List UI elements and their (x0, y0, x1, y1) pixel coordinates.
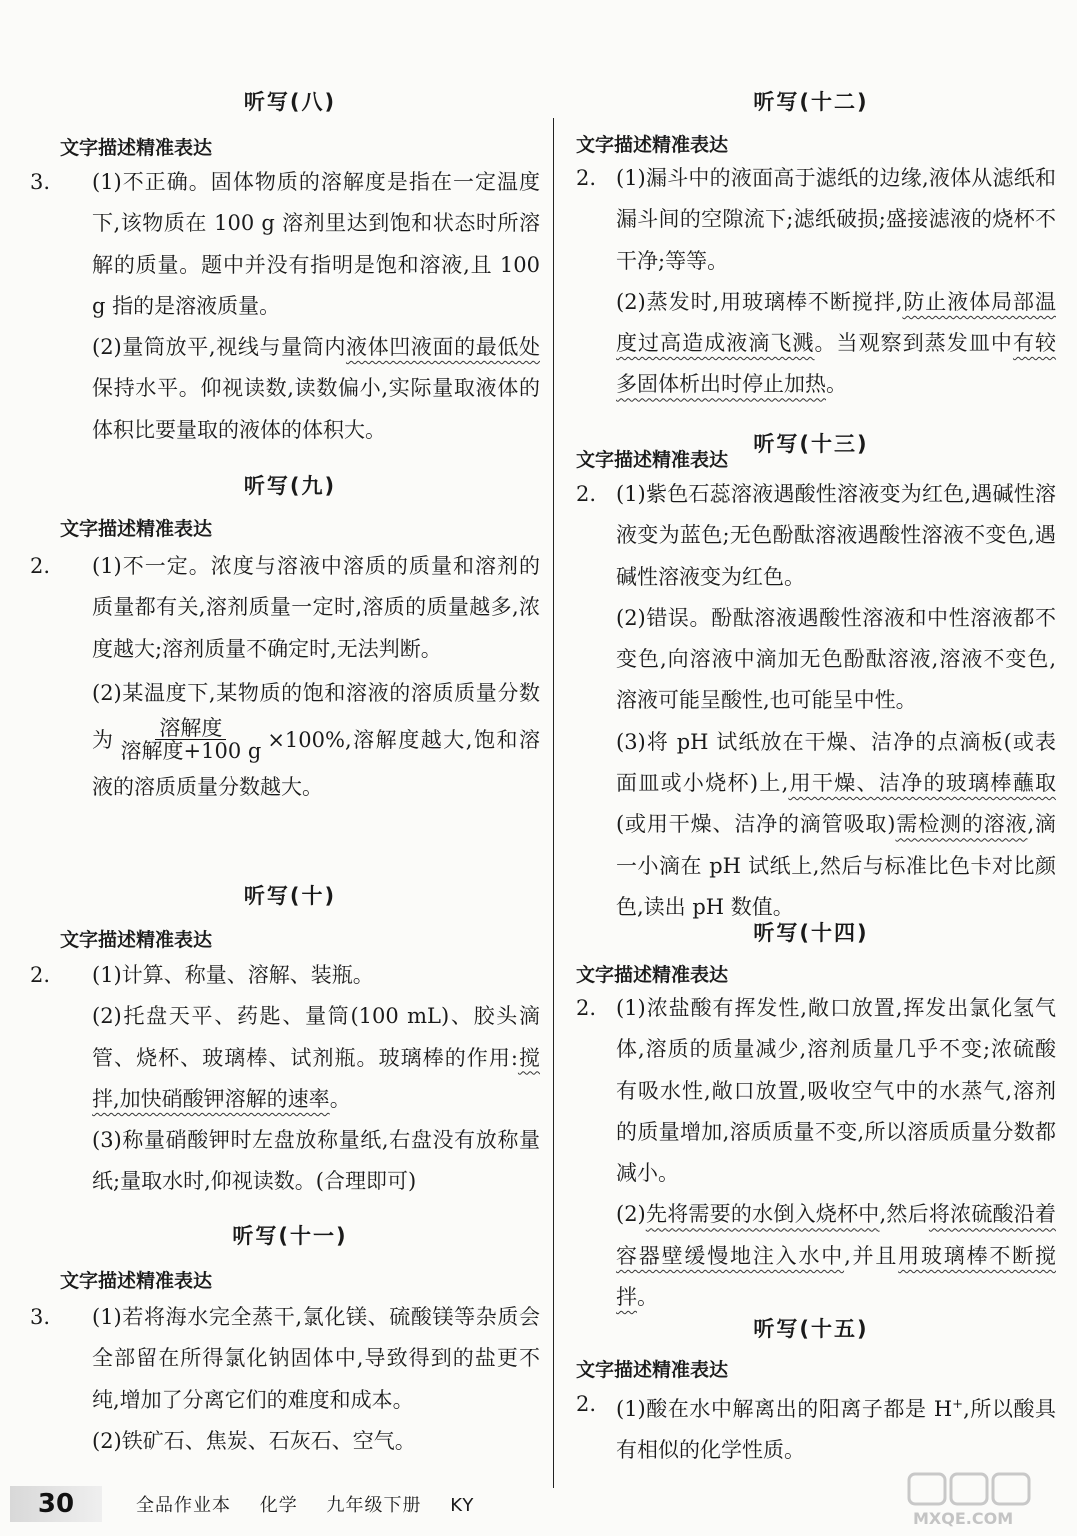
answer-block (566, 988, 1056, 1318)
answer-part: (2)错误。酚酞溶液遇酸性溶液和中性溶液都不变色,向溶液中滴加无色酚酞溶液,溶液不变色,溶液可能呈酸性,也可能呈中性。 (616, 605, 1056, 713)
answer-block (30, 1297, 540, 1462)
grade: 九年级下册 (326, 1495, 422, 1516)
section-subtitle: 文字描述精准表达 (576, 1359, 729, 1381)
page-footer (10, 1484, 496, 1524)
answer-part: (1)不正确。固体物质的溶解度是指在一定温度下,该物质在 100 g 溶剂里达到饱和状态时所溶解的质量。题中并没有指明是饱和溶液,且 100 g 指的是溶液质量。 (92, 170, 540, 318)
key-point: 将浓硫酸沿着容器壁缓慢地注入水中 (616, 1202, 1057, 1268)
section-subtitle: 文字描述精准表达 (576, 134, 729, 156)
page-number: 30 (10, 1486, 102, 1522)
section-subtitle: 文字描述精准表达 (60, 929, 213, 951)
answer-part: (2)量筒放平,视线与量筒内液体凹液面的最低处保持水平。仰视读数,读数偏小,实际量取液体的体积比要量取的液体的体积大。 (92, 335, 540, 442)
key-point: 搅拌,加快硝酸钾溶解的速率 (92, 1045, 540, 1111)
question-number: 3. (30, 170, 51, 194)
answer-part: (1)计算、称量、溶解、装瓶。 (92, 963, 374, 987)
section-title: 听写(八) (243, 90, 337, 114)
section-title: 听写(十二) (753, 90, 869, 114)
answer-part: (1)若将海水完全蒸干,氯化镁、硫酸镁等杂质会全部留在所得氯化钠固体中,导致得到的盐更不纯,增加了分离它们的难度和成本。 (92, 1305, 540, 1412)
section-subtitle: 文字描述精准表达 (576, 964, 729, 986)
key-point: 需检测的溶液 (895, 812, 1028, 837)
answer-part: (2)蒸发时,用玻璃棒不断搅拌,防止液体局部温度过高造成液滴飞溅。当观察到蒸发皿中有较多固体析出时停止加热。 (616, 289, 1057, 397)
answer-part: (2)先将需要的水倒入烧杯中,然后将浓硫酸沿着容器壁缓慢地注入水中,并且用玻璃棒不断搅拌。 (616, 1202, 1057, 1310)
key-point: 防止液体局部温度过高造成液滴飞溅 (616, 289, 1056, 356)
watermark-logo-icon (905, 1470, 1055, 1530)
question-number: 2. (30, 963, 51, 987)
question-number: 2. (576, 996, 597, 1020)
answer-block (566, 474, 1056, 928)
edition: KY (450, 1495, 475, 1516)
question-number: 2. (576, 166, 597, 190)
section-subtitle: 文字描述精准表达 (60, 518, 213, 540)
answer-block (566, 1384, 1056, 1472)
answer-part: (1)酸在水中解离出的阳离子都是 H+,所以酸具有相似的化学性质。 (616, 1397, 1056, 1463)
column-divider (553, 118, 554, 1488)
fraction: $\frac{\text{溶解度}}{\text{溶解度+100 g}}$ (120, 715, 262, 763)
watermark-text: MXQE.COM (913, 1509, 1014, 1528)
answer-part: (1)漏斗中的液面高于滤纸的边缘,液体从滤纸和漏斗间的空隙流下;滤纸破损;盛接滤液的烧杯不干净;等等。 (616, 166, 1056, 273)
key-point: 用干燥、洁净的玻璃棒蘸取 (788, 771, 1057, 796)
answer-block (566, 158, 1056, 406)
answer-block (30, 955, 540, 1203)
question-number: 2. (576, 1392, 597, 1416)
section-subtitle: 文字描述精准表达 (576, 449, 729, 471)
answer-part: (2)某温度下,某物质的饱和溶液的溶质质量分数为 $\frac{\text{溶解度}}{\text{溶解度+100 g}}$ ×100%,溶解度越大,饱和溶液的溶质质量分数越大。 (92, 680, 541, 799)
section-title: 听写(十) (243, 884, 337, 908)
answer-part: (2)托盘天平、药匙、量筒(100 mL)、胶头滴管、烧杯、玻璃棒、试剂瓶。玻璃棒的作用:搅拌,加快硝酸钾溶解的速率。 (92, 1004, 540, 1111)
section-title: 听写(十三) (753, 432, 869, 456)
answer-block (30, 162, 540, 451)
key-point: 用玻璃棒不断搅拌 (616, 1243, 1056, 1310)
book-title: 全品作业本 (136, 1495, 231, 1516)
question-number: 2. (576, 482, 597, 506)
subject: 化学 (259, 1495, 298, 1516)
section-subtitle: 文字描述精准表达 (60, 1270, 213, 1292)
answer-part: (1)不一定。浓度与溶液中溶质的质量和溶剂的质量都有关,溶剂质量一定时,溶质的质量越多,浓度越大;溶剂质量不确定时,无法判断。 (92, 554, 540, 661)
answer-part: (2)铁矿石、焦炭、石灰石、空气。 (92, 1428, 416, 1453)
section-title: 听写(十一) (232, 1224, 348, 1248)
section-subtitle: 文字描述精准表达 (60, 137, 213, 159)
question-number: 2. (30, 554, 51, 578)
book-info (136, 1491, 496, 1517)
section-title: 听写(九) (243, 474, 337, 498)
answer-part: (3)将 pH 试纸放在干燥、洁净的点滴板(或表面皿或小烧杯)上,用干燥、洁净的玻璃棒蘸取(或用干燥、洁净的滴管吸取)需检测的溶液,滴一小滴在 pH 试纸上,然后与标准比色卡对比颜色,读出 pH 数值。 (616, 729, 1057, 919)
key-point: 液体凹液面的最低处 (345, 335, 540, 360)
section-title: 听写(十五) (753, 1317, 869, 1341)
answer-block (30, 546, 541, 811)
question-number: 3. (30, 1305, 51, 1329)
section-title: 听写(十四) (753, 921, 869, 945)
answer-part: (1)浓盐酸有挥发性,敞口放置,挥发出氯化氢气体,溶质的质量减少,溶剂质量几乎不变;浓硫酸有吸水性,敞口放置,吸收空气中的水蒸气,溶剂的质量增加,溶质质量不变,所以溶质质量分数都减小。 (616, 996, 1056, 1186)
key-point: 先将需要的水倒入烧杯中 (645, 1202, 880, 1227)
answer-part: (3)称量硝酸钾时左盘放称量纸,右盘没有放称量纸;量取水时,仰视读数。(合理即可) (92, 1128, 540, 1194)
answer-part: (1)紫色石蕊溶液遇酸性溶液变为红色,遇碱性溶液变为蓝色;无色酚酞溶液遇酸性溶液不变色,遇碱性溶液变为红色。 (616, 482, 1056, 589)
key-point: 有较多固体析出时停止加热 (616, 331, 1057, 397)
